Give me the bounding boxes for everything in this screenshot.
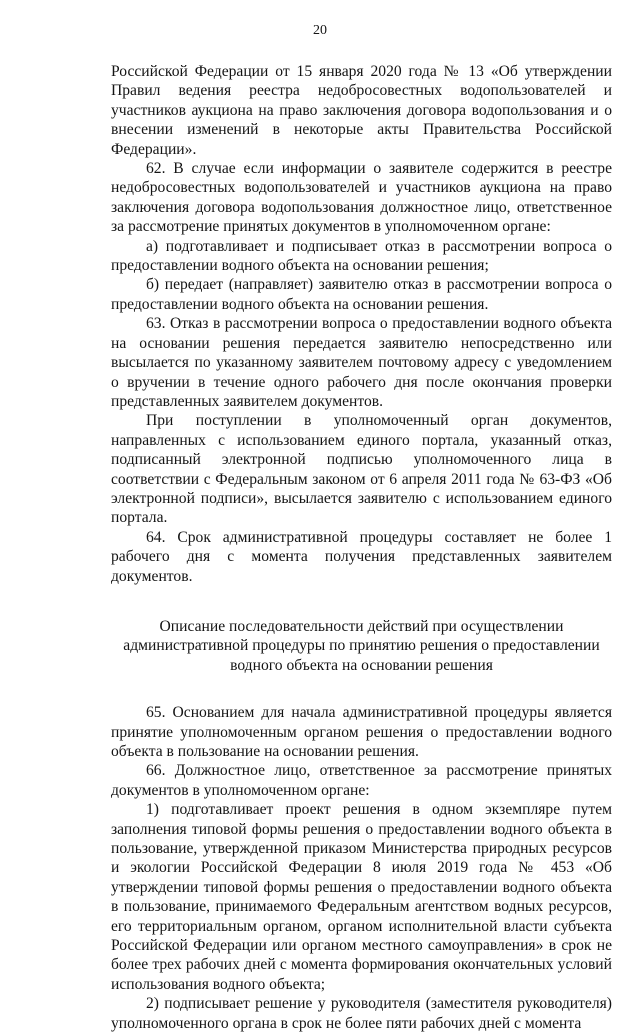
section-heading-line-1: Описание последовательности действий при осуществлении: [159, 617, 564, 635]
document-body: [111, 62, 612, 1033]
paragraph-64: 64. Срок административной процедуры составляет не более 1 рабочего дня с момента получения представленных заявителем документов.: [111, 528, 612, 585]
paragraph-continuation: Российской Федерации от 15 января 2020 года № 13 «Об утверждении Правил ведения реестра недобросовестных водопользователей и участников аукциона на право заключения договора водопользования и о внесении изменений в некоторые акты Правительства Российской Федерации».: [111, 63, 612, 158]
paragraph-66-2: 2) подписывает решение у руководителя (заместителя руководителя) уполномоченного органа в срок не более пяти рабочих дней с момента: [111, 995, 612, 1032]
section-heading-line-2: административной процедуры по принятию решения о предоставлении: [123, 637, 600, 655]
section-heading-line-3: водного объекта на основании решения: [230, 656, 493, 674]
page-number: 20: [313, 23, 327, 38]
paragraph-63: 63. Отказ в рассмотрении вопроса о предоставлении водного объекта на основании решения передается заявителю непосредственно или высылается по указанному заявителем почтовому адресу с уведомлением о вручении в течение одного рабочего дня после окончания проверки представленных заявителем документов.: [111, 315, 612, 410]
paragraph-62-b: б) передает (направляет) заявителю отказ в рассмотрении вопроса о предоставлении водного объекта на основании решения.: [111, 276, 612, 313]
paragraph-62-a: а) подготавливает и подписывает отказ в рассмотрении вопроса о предоставлении водного объекта на основании решения;: [111, 237, 612, 275]
paragraph-62: 62. В случае если информации о заявителе содержится в реестре недобросовестных водопользователей и участников аукциона на право заключения договора водопользования должностное лицо, ответственное за рассмотрение принятых документов в уполномоченном органе:: [111, 160, 612, 236]
paragraph-66: 66. Должностное лицо, ответственное за рассмотрение принятых документов в уполномоченном органе:: [111, 762, 612, 799]
paragraph-66-1: 1) подготавливает проект решения в одном экземпляре путем заполнения типовой формы решения о предоставлении водного объекта в пользование, утвержденной приказом Министерства природных ресурсов и экологии Российской Федерации 8 июля 2019 года № 453 «Об утверждении типовой формы решения о предоставлении водного объекта в пользование, принимаемого Федеральным агентством водных ресурсов, его территориальным органом, органом исполнительной власти субъекта Российской Федерации или органом местного самоуправления» в срок не более трех рабочих дней с момента формирования окончательных условий использования водного объекта;: [111, 801, 612, 993]
paragraph-65: 65. Основанием для начала административной процедуры является принятие уполномоченным органом решения о предоставлении водного объекта в пользование на основании решения.: [111, 704, 612, 760]
section-heading: [111, 617, 612, 675]
paragraph-63-portal: При поступлении в уполномоченный орган документов, направленных с использованием единого портала, указанный отказ, подписанный электронной подписью уполномоченного лица в соответствии с Федеральным законом от 6 апреля 2011 года № 63-ФЗ «Об электронной подписи», высылается заявителю с использованием единого портала.: [111, 412, 612, 527]
